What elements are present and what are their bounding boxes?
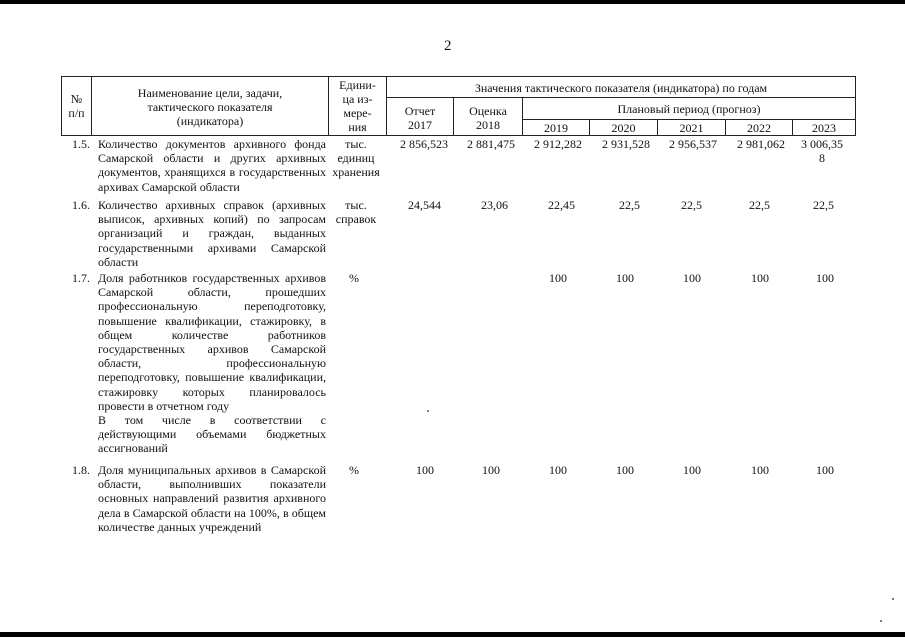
column-header-year: 2019 [544,121,568,135]
scan-speck [427,410,429,412]
row-name-paragraph: Количество документов архивного фонда Самарской области и других архивных документов, хранящихся в государственных архивах Самарской области [98,137,326,194]
column-header-year: 2021 [679,121,704,135]
cell-estimate: 100 [482,463,500,477]
cell-2021: 22,5 [681,198,702,212]
scan-speck [892,598,894,600]
cell-2020: 2 931,528 [602,137,650,151]
column-header-plan-group: Плановый период (прогноз) [617,102,761,116]
column-header-year: 2020 [611,121,636,135]
cell-2021: 2 956,537 [669,137,717,151]
cell-estimate: 23,06 [481,198,508,212]
cell-2020: 100 [616,271,634,285]
cell-2022: 2 981,062 [737,137,785,151]
row-name-paragraph: В том числе в соответствии с действующими объемами бюджетных ассигнований [98,413,326,456]
cell-report: 24,544 [408,198,441,212]
row-unit: тыс. единиц хранения [332,137,380,179]
scan-speck [880,620,882,622]
row-unit: % [349,463,359,477]
cell-2019: 100 [549,271,567,285]
column-header-estimate: Оценка 2018 [469,104,507,132]
row-number: 1.6. [72,198,90,212]
row-name [98,137,326,194]
scan-bottom-border [0,632,905,637]
header-group-rule [386,97,855,98]
header-divider [855,76,856,136]
cell-2019: 100 [549,463,567,477]
column-header-number: № п/п [68,92,85,120]
row-unit: % [349,271,359,285]
column-header-name: Наименование цели, задачи, тактического показателя (индикатора) [137,86,283,128]
cell-2019: 2 912,282 [534,137,582,151]
header-plan-rule [522,119,855,120]
row-name-paragraph: Доля работников государственных архивов Самарской области, прошедших профессиональную переподготовку, повышение квалификации, стажировку, в общем количестве работников государственных архивов Самарской области, профессиональную переподготовку, повышение квалификации, стажировку которых планировалось провести в отчетном году [98,271,326,413]
row-number: 1.5. [72,137,90,151]
page-number: 2 [444,38,452,54]
cell-2023: 22,5 [813,198,834,212]
cell-report: 100 [416,463,434,477]
cell-estimate: 2 881,475 [467,137,515,151]
column-header-year: 2023 [812,121,836,135]
cell-2023: 100 [816,463,834,477]
row-number: 1.8. [72,463,90,477]
row-unit: тыс. справок [335,198,377,226]
cell-2021: 100 [683,271,701,285]
cell-2020: 100 [616,463,634,477]
column-header-unit: Едини- ца из- мере- ния [339,78,376,134]
row-name [98,271,326,456]
cell-2022: 100 [751,271,769,285]
row-name [98,463,326,534]
scan-top-border [0,0,905,4]
row-name-paragraph: Доля муниципальных архивов в Самарской области, выполнивших показатели основных направлений развития архивного дела в Самарской области на 100%, в общем количестве данных учреждений [98,463,326,534]
cell-2021: 100 [683,463,701,477]
column-header-year: 2022 [747,121,771,135]
cell-2019: 22,45 [548,198,575,212]
cell-2022: 22,5 [749,198,770,212]
cell-2022: 100 [751,463,769,477]
cell-2023: 3 006,35 8 [801,137,843,165]
cell-2023: 100 [816,271,834,285]
cell-2020: 22,5 [619,198,640,212]
column-header-report: Отчет 2017 [404,104,436,132]
cell-report: 2 856,523 [400,137,448,151]
header-top-rule [61,76,855,77]
row-number: 1.7. [72,271,90,285]
header-bottom-rule [61,135,855,136]
row-name [98,198,326,269]
row-name-paragraph: Количество архивных справок (архивных выписок, архивных копий) по запросам организаций и граждан, выданных государственными архивами Самарской области [98,198,326,269]
column-header-values-group: Значения тактического показателя (индикатора) по годам [474,81,768,95]
